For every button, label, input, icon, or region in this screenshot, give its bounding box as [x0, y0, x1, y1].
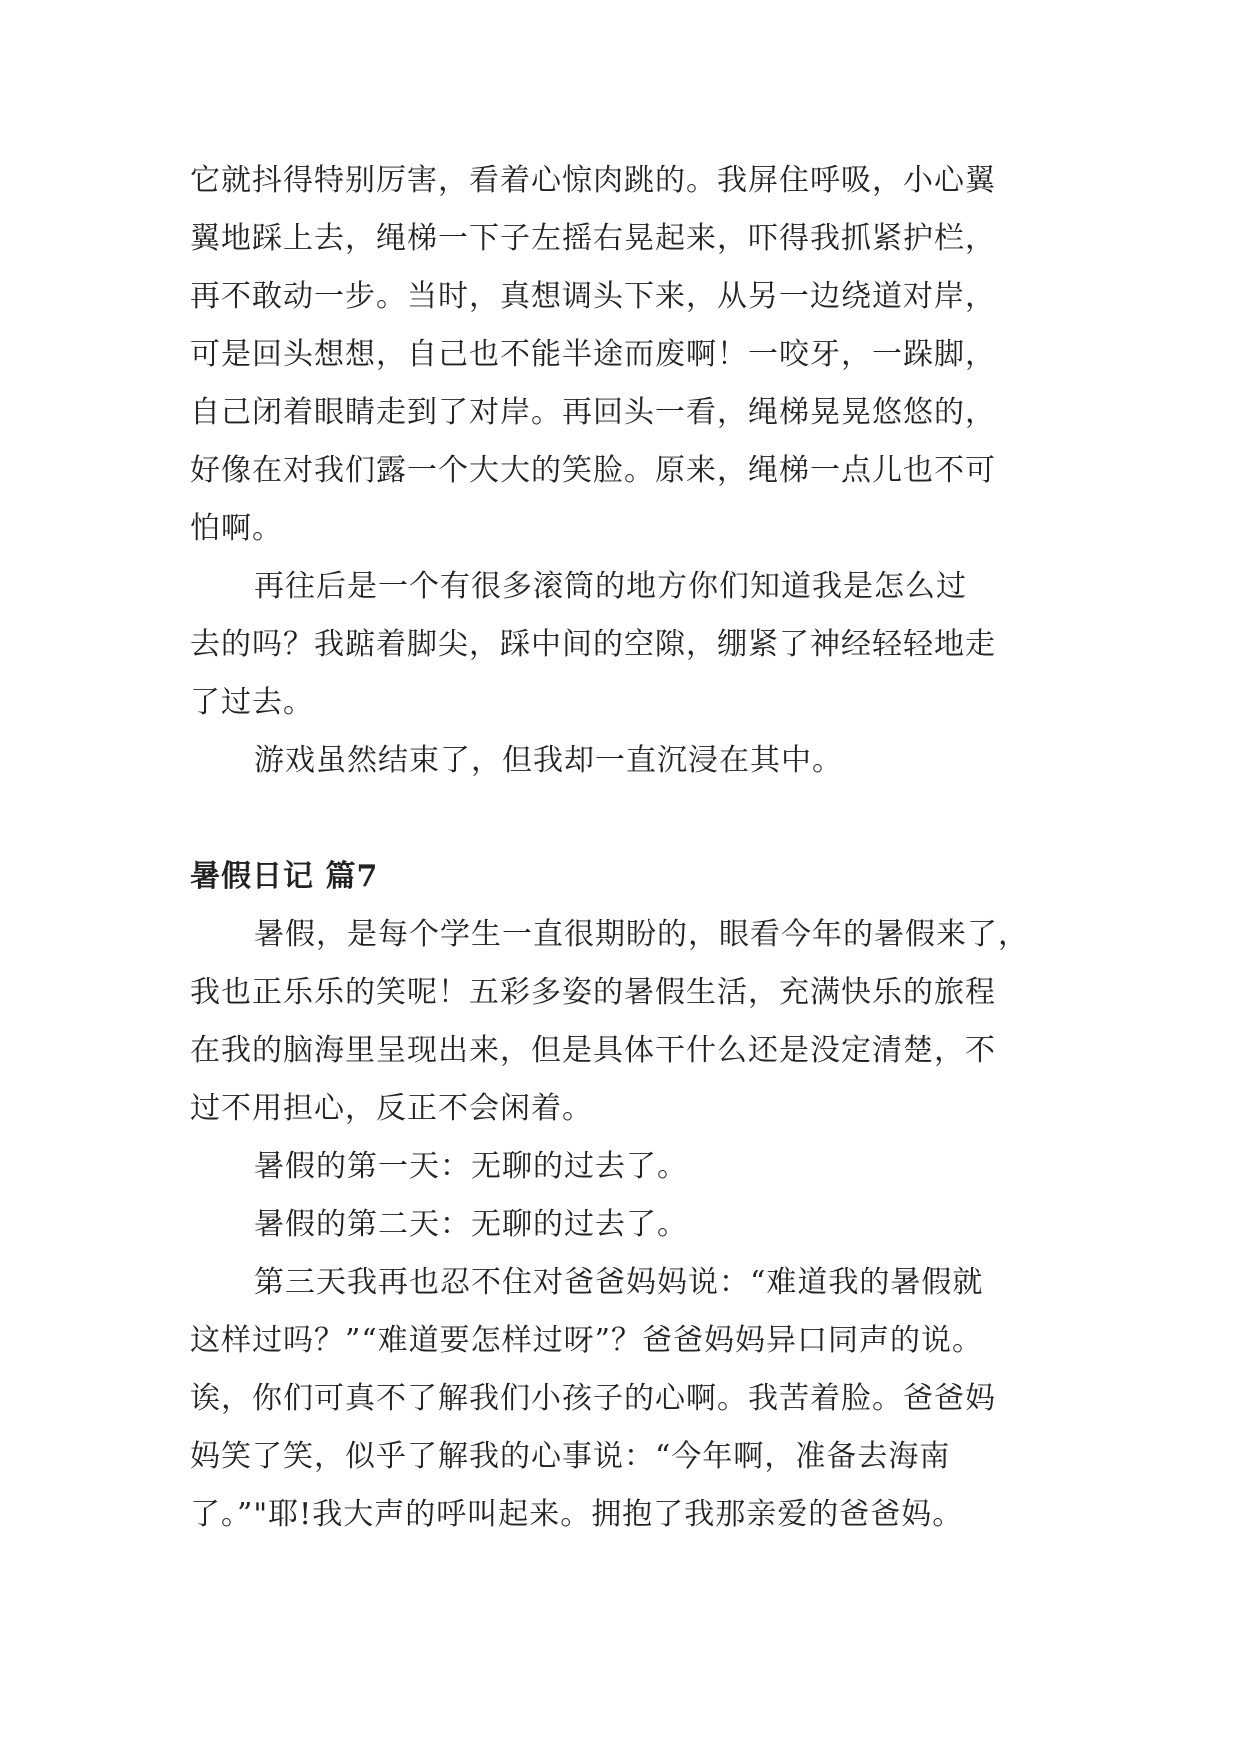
section-spacer — [190, 790, 1070, 848]
paragraph-rope-ladder: 它就抖得特别厉害，看着心惊肉跳的。我屏住呼吸，小心翼 翼地踩上去，绳梯一下子左摇右晃起来，吓得我抓紧护栏， 再不敢动一步。当时，真想调头下来，从另一边绕道对岸， 可是回头想想，自己也不能半途而废啊！一咬牙，一跺脚， 自己闭着眼睛走到了对岸。再回头一看，绳梯晃晃悠悠的， 好像在对我们露一个大大的笑脸。原来，绳梯一点儿也不可 怕啊。 — [190, 163, 996, 546]
paragraph-rollers: 再往后是一个有很多滚筒的地方你们知道我是怎么过 去的吗？我踮着脚尖，踩中间的空隙，绷紧了神经轻轻地走 了过去。 — [190, 569, 996, 720]
paragraph-summer-intro: 暑假，是每个学生一直很期盼的，眼看今年的暑假来了， 我也正乐乐的笑呢！五彩多姿的暑假生活，充满快乐的旅程 在我的脑海里呈现出来，但是具体干什么还是没定清楚，不 过不用担心，反正不会闲着。 — [190, 917, 1029, 1126]
section-heading: 暑假日记 篇7 — [190, 859, 379, 894]
document-page — [190, 152, 1070, 1544]
paragraph-day-two: 暑假的第二天：无聊的过去了。 — [254, 1207, 688, 1242]
paragraph-day-three: 第三天我再也忍不住对爸爸妈妈说：“难道我的暑假就 这样过吗？”“难道要怎样过呀”？爸爸妈妈异口同声的说。 诶，你们可真不了解我们小孩子的心啊。我苦着脸。爸爸妈 妈笑了笑，似乎了解我的心事说：“今年啊，准备去海南 了。”"耶!我大声的呼叫起来。拥抱了我那亲爱的爸爸妈。 — [190, 1265, 996, 1532]
paragraph-day-one: 暑假的第一天：无聊的过去了。 — [254, 1149, 688, 1184]
paragraph-game-ended: 游戏虽然结束了，但我却一直沉浸在其中。 — [254, 743, 843, 778]
